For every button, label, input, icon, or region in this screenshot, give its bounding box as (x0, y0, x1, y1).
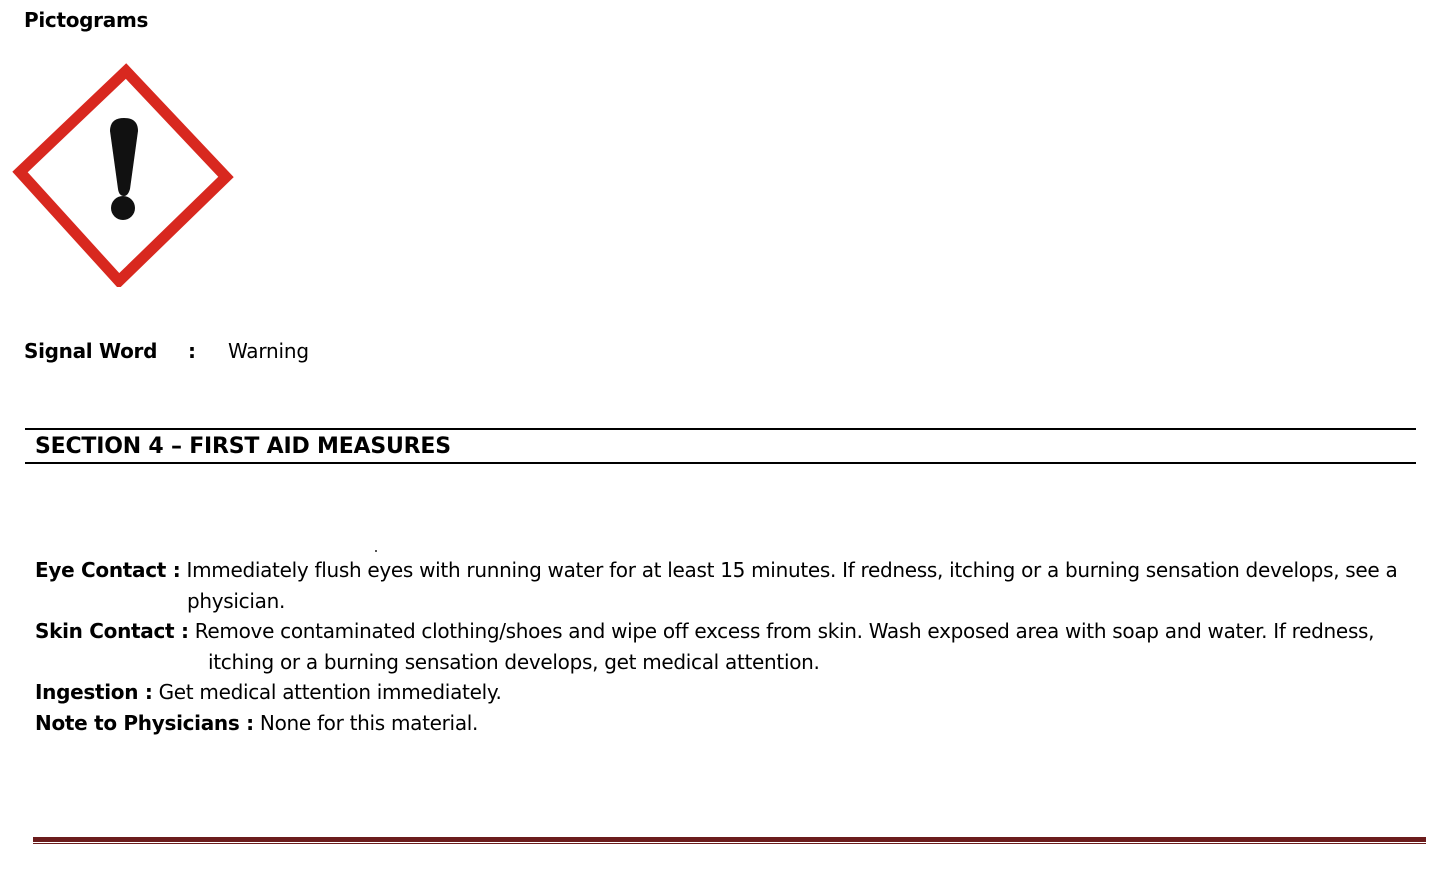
ingestion-entry (35, 677, 1410, 708)
signal-word-separator: : (188, 339, 196, 363)
section-rule-top (25, 428, 1416, 430)
signal-word-label: Signal Word (24, 339, 158, 363)
eye-contact-entry (35, 555, 1410, 616)
eye-contact-text: Immediately flush eyes with running water for at least 15 minutes. If redness, itching or a burning sensation develops, see a physician. (186, 558, 1398, 613)
eye-contact-label: Eye Contact : (35, 558, 181, 582)
footer-rule (33, 837, 1426, 842)
signal-word-value: Warning (228, 339, 309, 363)
skin-contact-label: Skin Contact : (35, 619, 189, 643)
ingestion-label: Ingestion : (35, 680, 153, 704)
ingestion-text: Get medical attention immediately. (158, 680, 502, 704)
section-title: SECTION 4 – FIRST AID MEASURES (35, 434, 451, 459)
first-aid-list (35, 555, 1410, 738)
signal-word-row (24, 339, 524, 369)
skin-contact-entry (35, 616, 1410, 677)
pictograms-heading: Pictograms (24, 8, 149, 32)
note-to-physicians-entry (35, 708, 1410, 739)
exclamation-hazard-icon (12, 63, 234, 287)
skin-contact-text: Remove contaminated clothing/shoes and wipe off excess from skin. Wash exposed area with soap and water. If redness, itching or a burning sensation develops, get medical attention. (194, 619, 1375, 674)
stray-mark (375, 550, 377, 552)
footer-rule-thin (33, 843, 1426, 844)
note-to-physicians-label: Note to Physicians : (35, 710, 254, 735)
note-to-physicians-text: None for this material. (259, 710, 479, 735)
section-rule-bottom (25, 462, 1416, 464)
